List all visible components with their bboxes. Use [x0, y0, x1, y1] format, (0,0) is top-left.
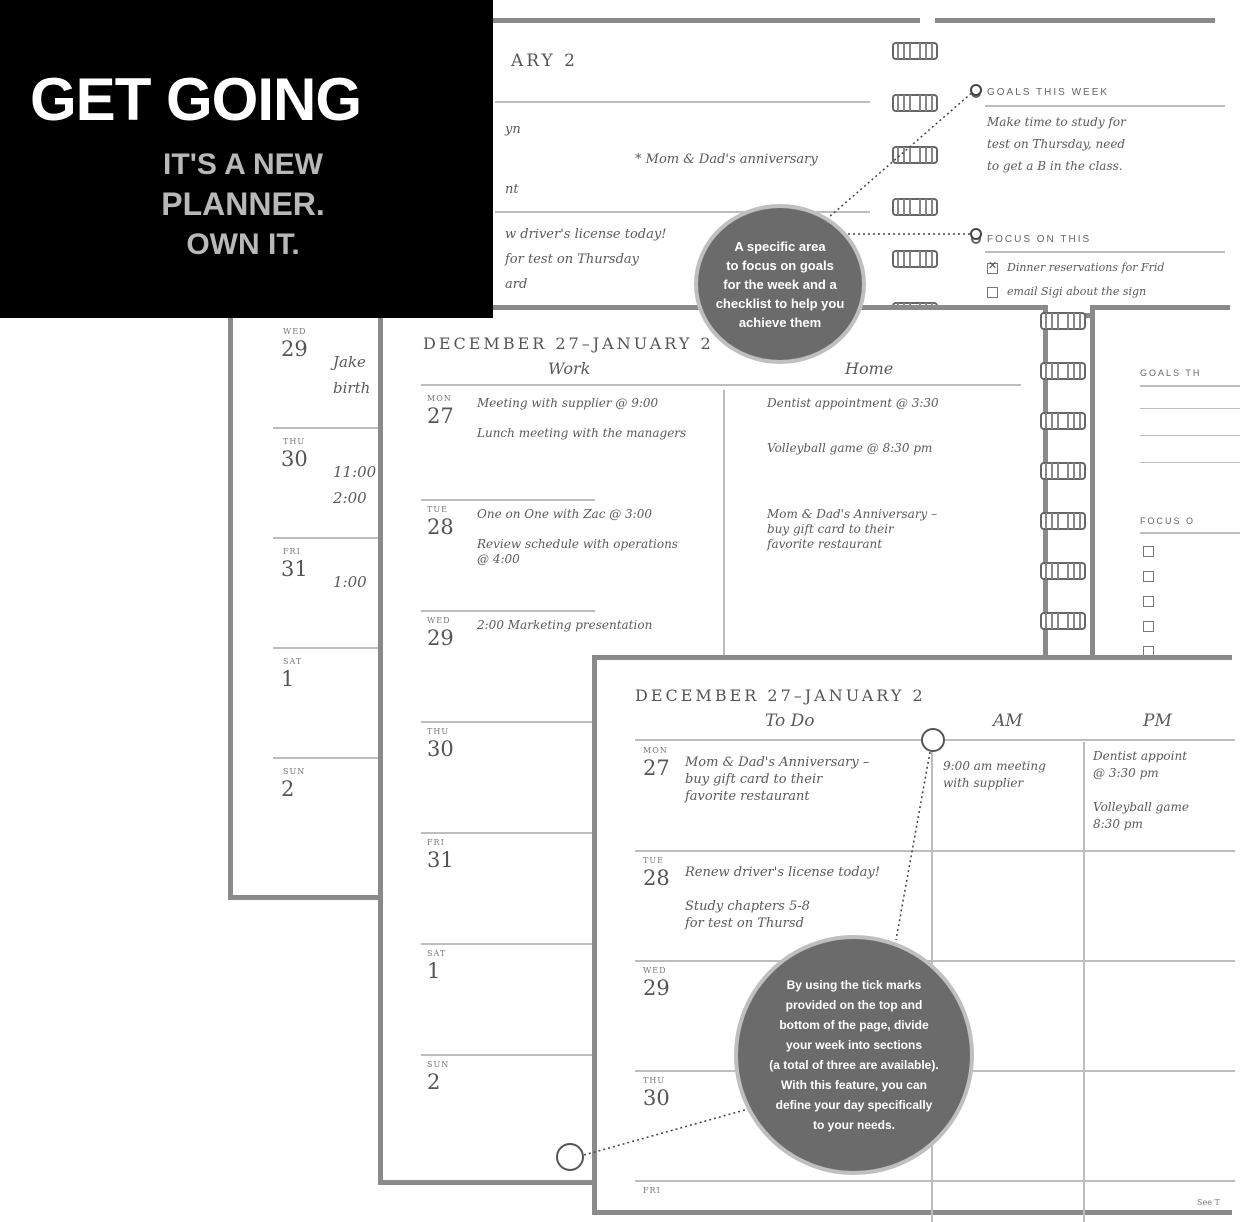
work-entry: One on One with Zac @ 3:00 Review schedule with operations @ 4:00 [477, 507, 678, 566]
day-number: 30 [281, 447, 308, 471]
anniversary-note: * Mom & Dad's anniversary [635, 152, 818, 167]
day-of-week: THU [643, 1076, 666, 1085]
day-number: 29 [643, 976, 670, 1000]
day-of-week: WED [283, 327, 307, 336]
focus-label-2: FOCUS O [1140, 516, 1196, 526]
day-note: 11:00 2:00 [333, 463, 377, 507]
day-number: 1 [427, 959, 441, 983]
day-note: Jake birth [333, 353, 371, 397]
work-column-header: Work [548, 359, 591, 378]
day-number: 31 [281, 557, 308, 581]
footer-note: See T [1197, 1198, 1220, 1207]
pm-entry: Dentist appoint @ 3:30 pm Volleyball game 8:30 pm [1093, 749, 1189, 831]
day-of-week: FRI [283, 547, 301, 556]
goals-text: Make time to study for test on Thursday, need to get a B in the class. [987, 115, 1126, 173]
top-note-3: w driver's license today! [505, 227, 667, 242]
day-number: 27 [427, 404, 454, 428]
top-note-1: yn [505, 122, 521, 137]
todo-column-header: To Do [765, 711, 815, 731]
day-of-week: TUE [643, 856, 664, 865]
day-of-week: THU [427, 727, 450, 736]
goals-label: GOALS THIS WEEK [987, 87, 1110, 98]
am-entry: 9:00 am meeting with supplier [943, 759, 1046, 790]
day-of-week: TUE [427, 505, 448, 514]
day-number: 31 [427, 848, 454, 872]
top-note-4: for test on Thursday [505, 252, 639, 267]
day-number: 2 [281, 777, 295, 801]
focus-label: FOCUS ON THIS [987, 234, 1092, 245]
day-number: 29 [281, 337, 308, 361]
top-page-header: ARY 2 [511, 51, 578, 71]
tick-marks-callout-text: By using the tick marks provided on the top and bottom of the page, divide your week into sections (a total of three are available). With this feature, you can define your day specifically to your needs. [769, 978, 939, 1132]
focus-item-1: Dinner reservations for Frid [1007, 261, 1165, 274]
tick-marks-callout [734, 935, 974, 1175]
work-entry: Meeting with supplier @ 9:00 Lunch meeting with the managers [477, 396, 687, 440]
pm-column-header: PM [1143, 711, 1172, 731]
todo-entry: Renew driver's license today! Study chapters 5-8 for test on Thursd [685, 865, 880, 931]
check-mark-icon: ✕ [988, 260, 998, 272]
day-of-week: WED [643, 966, 667, 975]
goals-callout-text: A specific area to focus on goals for the week and a checklist to help you achieve them [715, 238, 845, 330]
day-number: 2 [427, 1070, 441, 1094]
banner-line-3: OWN IT. [186, 228, 300, 261]
banner-line-2: PLANNER. [161, 186, 325, 222]
goals-callout [694, 204, 866, 364]
am-column-header: AM [993, 711, 1023, 731]
home-entry: Mom & Dad's Anniversary – buy gift card to their favorite restaurant [767, 507, 938, 551]
focus-item-2: email Sigi about the sign [1007, 285, 1147, 298]
home-entry: Dentist appointment @ 3:30 Volleyball game @ 8:30 pm [767, 396, 939, 455]
day-of-week: SAT [283, 657, 303, 666]
banner-headline: GET GOING [30, 66, 362, 133]
middle-page-header: DECEMBER 27–JANUARY 2 [423, 334, 714, 353]
day-of-week: THU [283, 437, 306, 446]
promo-banner [0, 0, 493, 318]
day-number: 30 [643, 1086, 670, 1110]
day-of-week: MON [643, 746, 668, 755]
home-column-header: Home [845, 359, 894, 378]
top-note-2: nt [505, 182, 519, 197]
day-number: 27 [643, 756, 670, 780]
work-entry: 2:00 Marketing presentation [477, 618, 653, 632]
day-of-week: MON [427, 394, 452, 403]
day-of-week: WED [427, 616, 451, 625]
top-note-5: ard [505, 277, 528, 292]
day-number: 1 [281, 667, 295, 691]
day-of-week: SUN [283, 767, 306, 776]
front-page-header: DECEMBER 27–JANUARY 2 [635, 686, 926, 705]
day-number: 28 [427, 515, 454, 539]
day-note: 1:00 [333, 573, 367, 591]
day-of-week: SAT [427, 949, 447, 958]
day-number: 29 [427, 626, 454, 650]
banner-line-1: IT'S A NEW [163, 148, 323, 181]
day-of-week: FRI [643, 1186, 661, 1195]
todo-entry: Mom & Dad's Anniversary – buy gift card to their favorite restaurant [685, 755, 870, 804]
day-of-week: FRI [427, 838, 445, 847]
day-of-week: SUN [427, 1060, 450, 1069]
day-number: 28 [643, 866, 670, 890]
day-number: 30 [427, 737, 454, 761]
goals-label-2: GOALS TH [1140, 368, 1202, 378]
